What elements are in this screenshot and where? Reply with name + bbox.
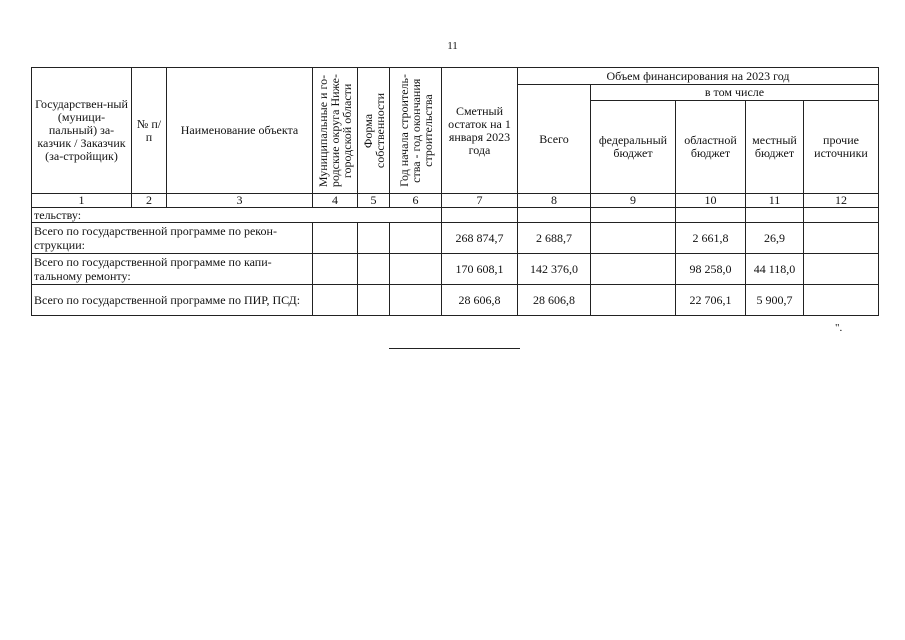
header-regional: областной бюджет <box>676 101 746 194</box>
header-years-text: Год начала строитель- ства - год окончания строительства <box>396 74 435 187</box>
empty-cell <box>358 223 390 254</box>
header-years <box>390 68 442 194</box>
header-federal: федеральный бюджет <box>591 101 676 194</box>
cell-balance: 268 874,7 <box>442 223 518 254</box>
cell-balance <box>442 208 518 223</box>
empty-cell <box>313 223 358 254</box>
header-object-name: Наименование объекта <box>167 68 313 194</box>
empty-cell <box>313 254 358 285</box>
empty-cell <box>390 254 442 285</box>
cell-balance: 28 606,8 <box>442 285 518 316</box>
cell-local: 44 118,0 <box>746 254 804 285</box>
cell-federal <box>591 208 676 223</box>
cell-local <box>746 208 804 223</box>
cell-regional: 22 706,1 <box>676 285 746 316</box>
cell-total: 28 606,8 <box>518 285 591 316</box>
cell-regional: 98 258,0 <box>676 254 746 285</box>
header-ownership-text: Форма собственности <box>360 92 387 169</box>
empty-cell <box>390 285 442 316</box>
header-customer: Государствен-ный (муници-пальный) за-казчик / Заказчик (за-стройщик) <box>32 68 132 194</box>
header-local: местный бюджет <box>746 101 804 194</box>
cell-total: 2 688,7 <box>518 223 591 254</box>
cell-other <box>804 208 879 223</box>
column-number: 5 <box>358 194 390 208</box>
column-number: 7 <box>442 194 518 208</box>
cell-federal <box>591 254 676 285</box>
header-municipality <box>313 68 358 194</box>
funding-table <box>31 67 879 316</box>
header-ownership <box>358 68 390 194</box>
column-number: 6 <box>390 194 442 208</box>
cell-regional <box>676 208 746 223</box>
header-index: № п/п <box>132 68 167 194</box>
cell-total <box>518 208 591 223</box>
cell-federal <box>591 223 676 254</box>
row-label: Всего по государственной программе по капи-тальному ремонту: <box>32 254 313 285</box>
column-number: 12 <box>804 194 879 208</box>
header-including: в том числе <box>591 85 879 101</box>
empty-cell <box>358 254 390 285</box>
page-number: 11 <box>447 40 458 52</box>
column-number: 8 <box>518 194 591 208</box>
column-number-row <box>32 194 879 208</box>
closing-quote: ". <box>835 322 843 334</box>
column-number: 1 <box>32 194 132 208</box>
empty-cell <box>313 285 358 316</box>
header-municipality-text: Муниципальные и го- родские округа Ниже- городской области <box>316 73 354 188</box>
cell-total: 142 376,0 <box>518 254 591 285</box>
cell-balance: 170 608,1 <box>442 254 518 285</box>
row-label: Всего по государственной программе по ПИР, ПСД: <box>32 285 313 316</box>
column-number: 10 <box>676 194 746 208</box>
row-label: Всего по государственной программе по рекон-струкции: <box>32 223 313 254</box>
bottom-rule <box>389 348 520 349</box>
column-number: 4 <box>313 194 358 208</box>
cell-other <box>804 254 879 285</box>
cell-local: 5 900,7 <box>746 285 804 316</box>
table-row <box>32 285 879 316</box>
column-number: 9 <box>591 194 676 208</box>
cell-federal <box>591 285 676 316</box>
table-row <box>32 208 879 223</box>
cell-other <box>804 223 879 254</box>
column-number: 3 <box>167 194 313 208</box>
table-row <box>32 223 879 254</box>
cell-local: 26,9 <box>746 223 804 254</box>
row-label: тельству: <box>32 208 442 223</box>
empty-cell <box>390 223 442 254</box>
cell-regional: 2 661,8 <box>676 223 746 254</box>
header-total: Всего <box>518 85 591 194</box>
column-number: 11 <box>746 194 804 208</box>
cell-other <box>804 285 879 316</box>
header-balance: Сметный остаток на 1 января 2023 года <box>442 68 518 194</box>
table-row <box>32 254 879 285</box>
header-funding-2023: Объем финансирования на 2023 год <box>518 68 879 85</box>
empty-cell <box>358 285 390 316</box>
column-number: 2 <box>132 194 167 208</box>
header-other: прочие источники <box>804 101 879 194</box>
